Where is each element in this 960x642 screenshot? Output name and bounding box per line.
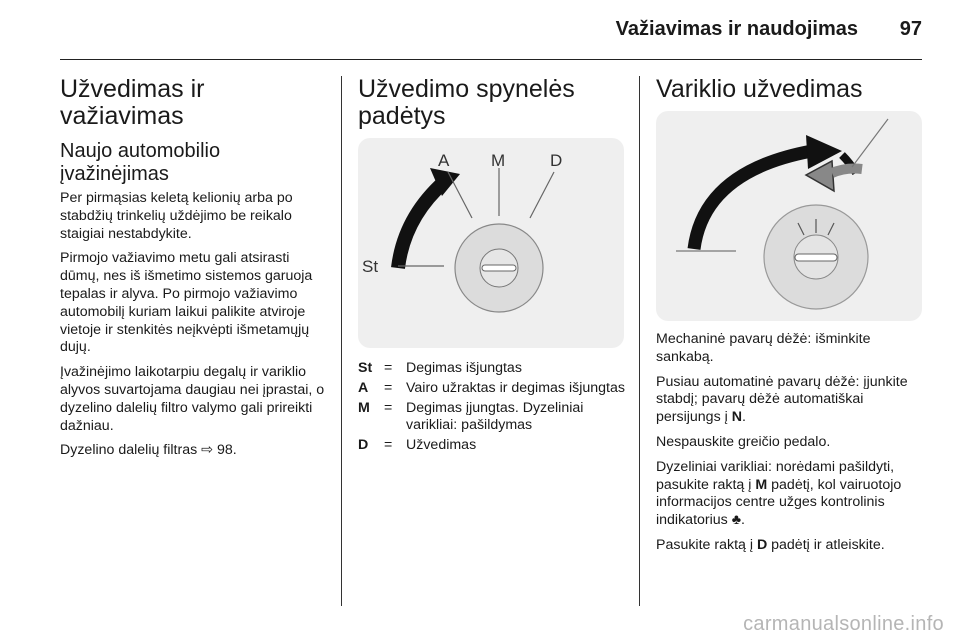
column-3 xyxy=(656,72,926,562)
arrow-head-icon xyxy=(806,135,842,169)
header-rule xyxy=(60,59,922,60)
preheat-indicator-icon: ♣ xyxy=(731,512,742,529)
subsection-heading: Naujo automobilio įvažinėjimas xyxy=(60,140,221,185)
label-a: A xyxy=(438,151,450,170)
ignition-positions-figure xyxy=(358,138,624,348)
legend-row-st: St = Degimas išjungtas xyxy=(358,360,522,376)
key-slot xyxy=(795,254,837,261)
paragraph-1: Per pirmąsias keletą kelionių arba po stabdžių trinkelių uždėjimo be reikalo staigiai nestabdykite. xyxy=(60,190,293,242)
paragraph-2: Pirmojo važiavimo metu gali atsirasti dūmų, nes iš išmetimo sistemos garuoja tepalas ir alyva. Po pirmojo važiavimo automobilį kuriam laikui palikite atviroje vietoje ir stenkitės neįkvėpti išmetamųjų dujų. xyxy=(60,250,313,356)
page-header xyxy=(0,0,960,62)
key-turn-illustration xyxy=(656,111,922,321)
legend-row-d: D = Užvedimas xyxy=(358,437,477,454)
engine-start-figure xyxy=(656,111,922,321)
page-number: 97 xyxy=(899,18,922,40)
section-heading: Variklio užvedimas xyxy=(656,75,863,103)
manual-gearbox-paragraph: Mechaninė pavarų dėžė: išminkite sankabą. xyxy=(656,331,871,365)
legend-row-a: A = Vairo užraktas ir degimas išjungtas xyxy=(358,379,625,396)
watermark: carmanualsonline.info xyxy=(743,613,944,635)
column-2 xyxy=(358,72,626,457)
diesel-preheat-paragraph: Dyzeliniai varikliai: norėdami pašildyti, pasukite raktą į M padėtį, kol vairuotojo informacijos centre užges kontrolinis indikatorius ♣. xyxy=(656,458,902,529)
paragraph-3: Įvažinėjimo laikotarpiu degalų ir variklio alyvos suvartojama daugiau nei įprastai, o dyzelino dalelių filtro valymo gali prireikti dažniau. xyxy=(60,364,325,434)
label-m: M xyxy=(491,151,506,170)
running-title: Važiavimas ir naudojimas xyxy=(615,18,858,40)
accelerator-paragraph: Nespauskite greičio pedalo. xyxy=(656,433,831,450)
crossref-text: Dyzelino dalelių filtras xyxy=(60,442,198,459)
column-1 xyxy=(60,72,330,467)
crossref-paragraph xyxy=(60,442,330,460)
column-divider-1 xyxy=(341,76,342,606)
column-divider-2 xyxy=(639,76,640,606)
label-st: St xyxy=(362,257,379,276)
semi-automatic-paragraph: Pusiau automatinė pavarų dėžė: įjunkite stabdį; pavarų dėžė automatiškai persijungs į N. xyxy=(656,373,908,426)
turn-key-paragraph: Pasukite raktą į D padėtį ir atleiskite. xyxy=(656,536,885,553)
crossref-page-link[interactable]: 98. xyxy=(217,442,237,459)
ignition-switch-illustration xyxy=(358,138,624,348)
key-slot xyxy=(482,265,516,271)
legend-row-m: M = Degimas įjungtas. Dyzeliniai varikliai: pašildymas xyxy=(358,399,584,434)
position-legend xyxy=(358,360,626,455)
label-d: D xyxy=(550,151,563,170)
section-heading: Užvedimas ir važiavimas xyxy=(60,75,205,130)
section-heading: Užvedimo spynelės padėtys xyxy=(358,75,575,130)
crossref-arrow-icon: ⇨ xyxy=(201,442,214,459)
